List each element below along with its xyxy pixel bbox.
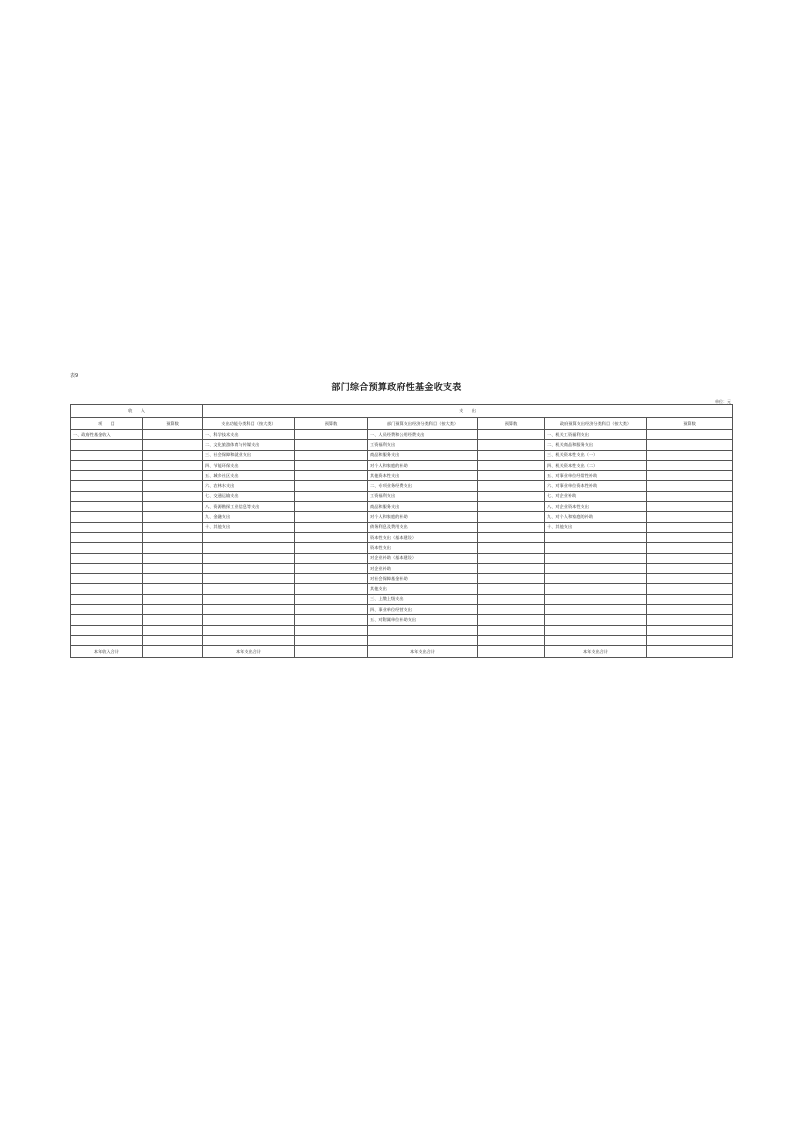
cell-income-budget xyxy=(143,605,203,615)
table-row xyxy=(71,532,733,542)
cell-func-category: 十、其他支出 xyxy=(203,522,295,532)
cell-gov-econ-category: 六、对事业单位资本性补助 xyxy=(545,481,647,491)
cell-income-item xyxy=(71,625,143,635)
cell-income-budget xyxy=(143,460,203,470)
table-row xyxy=(71,563,733,573)
cell-gov-econ-budget xyxy=(647,481,733,491)
col-header-gov-econ: 政府预算支出经济分类科目（按大类） xyxy=(545,418,647,430)
cell-income-budget xyxy=(143,574,203,584)
cell-income-budget xyxy=(143,625,203,635)
cell-income-budget xyxy=(143,512,203,522)
cell-dept-econ-budget xyxy=(478,574,545,584)
cell-gov-econ-category xyxy=(545,543,647,553)
cell-dept-econ-category: 二、专项业务经费支出 xyxy=(368,481,478,491)
cell-gov-econ-category xyxy=(545,563,647,573)
cell-income-budget xyxy=(143,543,203,553)
cell-dept-econ-budget xyxy=(478,543,545,553)
cell-income-budget xyxy=(143,450,203,460)
cell-gov-econ-category: 十、其他支出 xyxy=(545,522,647,532)
cell-income-budget xyxy=(143,481,203,491)
cell-dept-econ-category: 对社会保障基金补助 xyxy=(368,574,478,584)
cell-gov-econ-category: 三、机关资本性支出（一） xyxy=(545,450,647,460)
cell-func-budget xyxy=(295,635,368,645)
cell-gov-econ-category xyxy=(545,584,647,594)
cell-gov-econ-category: 二、机关商品和服务支出 xyxy=(545,440,647,450)
cell-dept-econ-budget xyxy=(478,502,545,512)
cell-dept-econ-budget xyxy=(478,491,545,501)
cell-func-category: 七、交通运输支出 xyxy=(203,491,295,501)
cell-gov-econ-budget xyxy=(647,532,733,542)
cell-dept-econ-category: 其他资本性支出 xyxy=(368,471,478,481)
cell-func-budget xyxy=(295,460,368,470)
cell-func-budget xyxy=(295,450,368,460)
cell-income-item xyxy=(71,563,143,573)
table-row xyxy=(71,594,733,604)
unit-note: 单位：元 xyxy=(715,399,731,404)
cell-dept-econ-budget xyxy=(478,430,545,440)
cell-func-category xyxy=(203,594,295,604)
cell-func-budget xyxy=(295,574,368,584)
cell-func-budget xyxy=(295,502,368,512)
cell-func-budget xyxy=(295,605,368,615)
cell-gov-econ-budget xyxy=(647,574,733,584)
cell-gov-econ-budget xyxy=(647,615,733,625)
cell-dept-econ-budget xyxy=(478,460,545,470)
cell-dept-econ-category: 一、人员经费和公用经费支出 xyxy=(368,430,478,440)
cell-gov-econ-budget xyxy=(647,522,733,532)
cell-income-budget xyxy=(143,635,203,645)
cell-income-item xyxy=(71,522,143,532)
total-cell-dept-econ-category: 本年支出合计 xyxy=(368,646,478,658)
cell-gov-econ-category xyxy=(545,625,647,635)
cell-income-budget xyxy=(143,553,203,563)
cell-gov-econ-budget xyxy=(647,491,733,501)
cell-gov-econ-budget xyxy=(647,635,733,645)
cell-func-budget xyxy=(295,532,368,542)
cell-income-item xyxy=(71,440,143,450)
cell-gov-econ-category xyxy=(545,615,647,625)
cell-income-budget xyxy=(143,563,203,573)
income-header: 收 入 xyxy=(71,405,203,418)
table-row xyxy=(71,574,733,584)
cell-func-category: 五、城乡社区支出 xyxy=(203,471,295,481)
cell-gov-econ-budget xyxy=(647,512,733,522)
cell-dept-econ-budget xyxy=(478,584,545,594)
cell-gov-econ-budget xyxy=(647,440,733,450)
col-header-dept-econ: 部门预算支出经济分类科目（按大类） xyxy=(368,418,478,430)
table-row xyxy=(71,502,733,512)
cell-gov-econ-budget xyxy=(647,502,733,512)
cell-gov-econ-category xyxy=(545,574,647,584)
cell-income-item xyxy=(71,543,143,553)
total-cell-income-item: 本年收入合计 xyxy=(71,646,143,658)
cell-dept-econ-budget xyxy=(478,481,545,491)
cell-dept-econ-category xyxy=(368,625,478,635)
table-row xyxy=(71,584,733,594)
cell-dept-econ-category: 其他支出 xyxy=(368,584,478,594)
cell-income-budget xyxy=(143,471,203,481)
cell-func-budget xyxy=(295,430,368,440)
cell-func-category xyxy=(203,574,295,584)
cell-income-budget xyxy=(143,502,203,512)
cell-dept-econ-budget xyxy=(478,605,545,615)
cell-dept-econ-category: 四、事业单位经营支出 xyxy=(368,605,478,615)
cell-func-category xyxy=(203,553,295,563)
cell-dept-econ-budget xyxy=(478,563,545,573)
cell-dept-econ-budget xyxy=(478,615,545,625)
cell-dept-econ-budget xyxy=(478,553,545,563)
col-header-budget-3: 预算数 xyxy=(478,418,545,430)
cell-income-item xyxy=(71,460,143,470)
cell-func-budget xyxy=(295,491,368,501)
cell-dept-econ-category: 对个人和家庭的补助 xyxy=(368,460,478,470)
cell-income-item xyxy=(71,553,143,563)
cell-income-item xyxy=(71,532,143,542)
cell-dept-econ-budget xyxy=(478,440,545,450)
cell-dept-econ-category: 对个人和家庭的补助 xyxy=(368,512,478,522)
total-cell-gov-econ-category: 本年支出合计 xyxy=(545,646,647,658)
cell-gov-econ-budget xyxy=(647,460,733,470)
cell-income-item xyxy=(71,450,143,460)
cell-income-item: 一、政府性基金收入 xyxy=(71,430,143,440)
cell-dept-econ-budget xyxy=(478,522,545,532)
cell-income-budget xyxy=(143,594,203,604)
cell-income-item xyxy=(71,574,143,584)
cell-func-category: 一、科学技术支出 xyxy=(203,430,295,440)
cell-func-budget xyxy=(295,615,368,625)
col-header-budget-2: 预算数 xyxy=(295,418,368,430)
table-row xyxy=(71,615,733,625)
table-row xyxy=(71,553,733,563)
cell-func-category: 八、资源勘探工业信息等支出 xyxy=(203,502,295,512)
table-row xyxy=(71,543,733,553)
col-header-func-category: 支出功能分类科目（按大类） xyxy=(203,418,295,430)
cell-func-budget xyxy=(295,440,368,450)
cell-func-category xyxy=(203,625,295,635)
cell-income-budget xyxy=(143,522,203,532)
col-header-budget-4: 预算数 xyxy=(647,418,733,430)
cell-gov-econ-category xyxy=(545,594,647,604)
cell-func-category xyxy=(203,563,295,573)
cell-income-item xyxy=(71,491,143,501)
cell-func-budget xyxy=(295,625,368,635)
cell-gov-econ-budget xyxy=(647,430,733,440)
table-row xyxy=(71,450,733,460)
cell-func-budget xyxy=(295,553,368,563)
page-label: 表9 xyxy=(70,373,79,379)
cell-gov-econ-category: 四、机关资本性支出（二） xyxy=(545,460,647,470)
table-row xyxy=(71,440,733,450)
totals-row xyxy=(71,646,733,658)
cell-gov-econ-category: 九、对个人和家庭的补助 xyxy=(545,512,647,522)
total-cell-func-budget xyxy=(295,646,368,658)
cell-dept-econ-budget xyxy=(478,512,545,522)
cell-gov-econ-category: 八、对企业资本性支出 xyxy=(545,502,647,512)
cell-income-item xyxy=(71,615,143,625)
cell-income-item xyxy=(71,502,143,512)
total-cell-gov-econ-budget xyxy=(647,646,733,658)
header-row-group xyxy=(71,405,733,418)
cell-dept-econ-budget xyxy=(478,532,545,542)
cell-income-budget xyxy=(143,584,203,594)
cell-func-category xyxy=(203,532,295,542)
header-row-columns xyxy=(71,418,733,430)
cell-func-category: 六、农林水支出 xyxy=(203,481,295,491)
cell-func-category xyxy=(203,584,295,594)
cell-income-budget xyxy=(143,615,203,625)
budget-table xyxy=(70,404,733,658)
cell-dept-econ-category: 五、对附属单位补助支出 xyxy=(368,615,478,625)
cell-dept-econ-category: 三、上缴上级支出 xyxy=(368,594,478,604)
table-row xyxy=(71,512,733,522)
table-row xyxy=(71,481,733,491)
cell-func-category: 三、社会保障和就业支出 xyxy=(203,450,295,460)
cell-dept-econ-category: 对企业补助 xyxy=(368,563,478,573)
total-cell-income-budget xyxy=(143,646,203,658)
cell-gov-econ-budget xyxy=(647,563,733,573)
cell-income-item xyxy=(71,584,143,594)
cell-gov-econ-category xyxy=(545,532,647,542)
cell-income-budget xyxy=(143,440,203,450)
cell-dept-econ-category: 资本性支出 xyxy=(368,543,478,553)
cell-func-category xyxy=(203,635,295,645)
cell-func-category xyxy=(203,605,295,615)
cell-dept-econ-budget xyxy=(478,594,545,604)
cell-gov-econ-budget xyxy=(647,543,733,553)
table-row xyxy=(71,460,733,470)
cell-gov-econ-budget xyxy=(647,594,733,604)
cell-func-category xyxy=(203,543,295,553)
cell-func-category xyxy=(203,615,295,625)
cell-func-budget xyxy=(295,594,368,604)
cell-income-budget xyxy=(143,491,203,501)
cell-income-item xyxy=(71,594,143,604)
table-row xyxy=(71,522,733,532)
cell-gov-econ-budget xyxy=(647,605,733,615)
table-row xyxy=(71,471,733,481)
cell-func-budget xyxy=(295,512,368,522)
table-row xyxy=(71,625,733,635)
cell-dept-econ-category xyxy=(368,635,478,645)
table-row xyxy=(71,430,733,440)
cell-income-item xyxy=(71,471,143,481)
cell-func-category: 四、节能环保支出 xyxy=(203,460,295,470)
cell-gov-econ-category xyxy=(545,635,647,645)
cell-gov-econ-category xyxy=(545,553,647,563)
cell-dept-econ-budget xyxy=(478,625,545,635)
cell-gov-econ-budget xyxy=(647,471,733,481)
cell-func-category: 九、金融支出 xyxy=(203,512,295,522)
cell-income-budget xyxy=(143,532,203,542)
cell-func-budget xyxy=(295,481,368,491)
cell-dept-econ-category: 资本性支出（基本建设） xyxy=(368,532,478,542)
cell-gov-econ-budget xyxy=(647,450,733,460)
cell-gov-econ-budget xyxy=(647,584,733,594)
table-row xyxy=(71,635,733,645)
col-header-budget-1: 预算数 xyxy=(143,418,203,430)
cell-gov-econ-budget xyxy=(647,553,733,563)
cell-gov-econ-category: 五、对事业单位经常性补助 xyxy=(545,471,647,481)
cell-dept-econ-category: 商品和服务支出 xyxy=(368,450,478,460)
cell-gov-econ-category: 七、对企业补助 xyxy=(545,491,647,501)
cell-dept-econ-budget xyxy=(478,450,545,460)
cell-gov-econ-budget xyxy=(647,625,733,635)
cell-income-item xyxy=(71,481,143,491)
cell-func-budget xyxy=(295,563,368,573)
cell-func-budget xyxy=(295,584,368,594)
cell-dept-econ-category: 工资福利支出 xyxy=(368,491,478,501)
cell-dept-econ-category: 工资福利支出 xyxy=(368,440,478,450)
cell-dept-econ-category: 商品和服务支出 xyxy=(368,502,478,512)
cell-gov-econ-category: 一、机关工资福利支出 xyxy=(545,430,647,440)
cell-func-budget xyxy=(295,543,368,553)
cell-income-item xyxy=(71,605,143,615)
cell-income-item xyxy=(71,512,143,522)
cell-func-budget xyxy=(295,471,368,481)
cell-income-budget xyxy=(143,430,203,440)
table-row xyxy=(71,605,733,615)
page-title: 部门综合预算政府性基金收支表 xyxy=(331,383,462,393)
cell-func-category: 二、文化旅游体育与传媒支出 xyxy=(203,440,295,450)
cell-income-item xyxy=(71,635,143,645)
expense-header: 支 出 xyxy=(203,405,733,418)
total-cell-func-category: 本年支出合计 xyxy=(203,646,295,658)
col-header-item: 项 目 xyxy=(71,418,143,430)
cell-dept-econ-budget xyxy=(478,471,545,481)
total-cell-dept-econ-budget xyxy=(478,646,545,658)
cell-dept-econ-category: 对企业补助（基本建设） xyxy=(368,553,478,563)
table-row xyxy=(71,491,733,501)
cell-dept-econ-category: 债务利息及费用支出 xyxy=(368,522,478,532)
cell-func-budget xyxy=(295,522,368,532)
cell-gov-econ-category xyxy=(545,605,647,615)
cell-dept-econ-budget xyxy=(478,635,545,645)
